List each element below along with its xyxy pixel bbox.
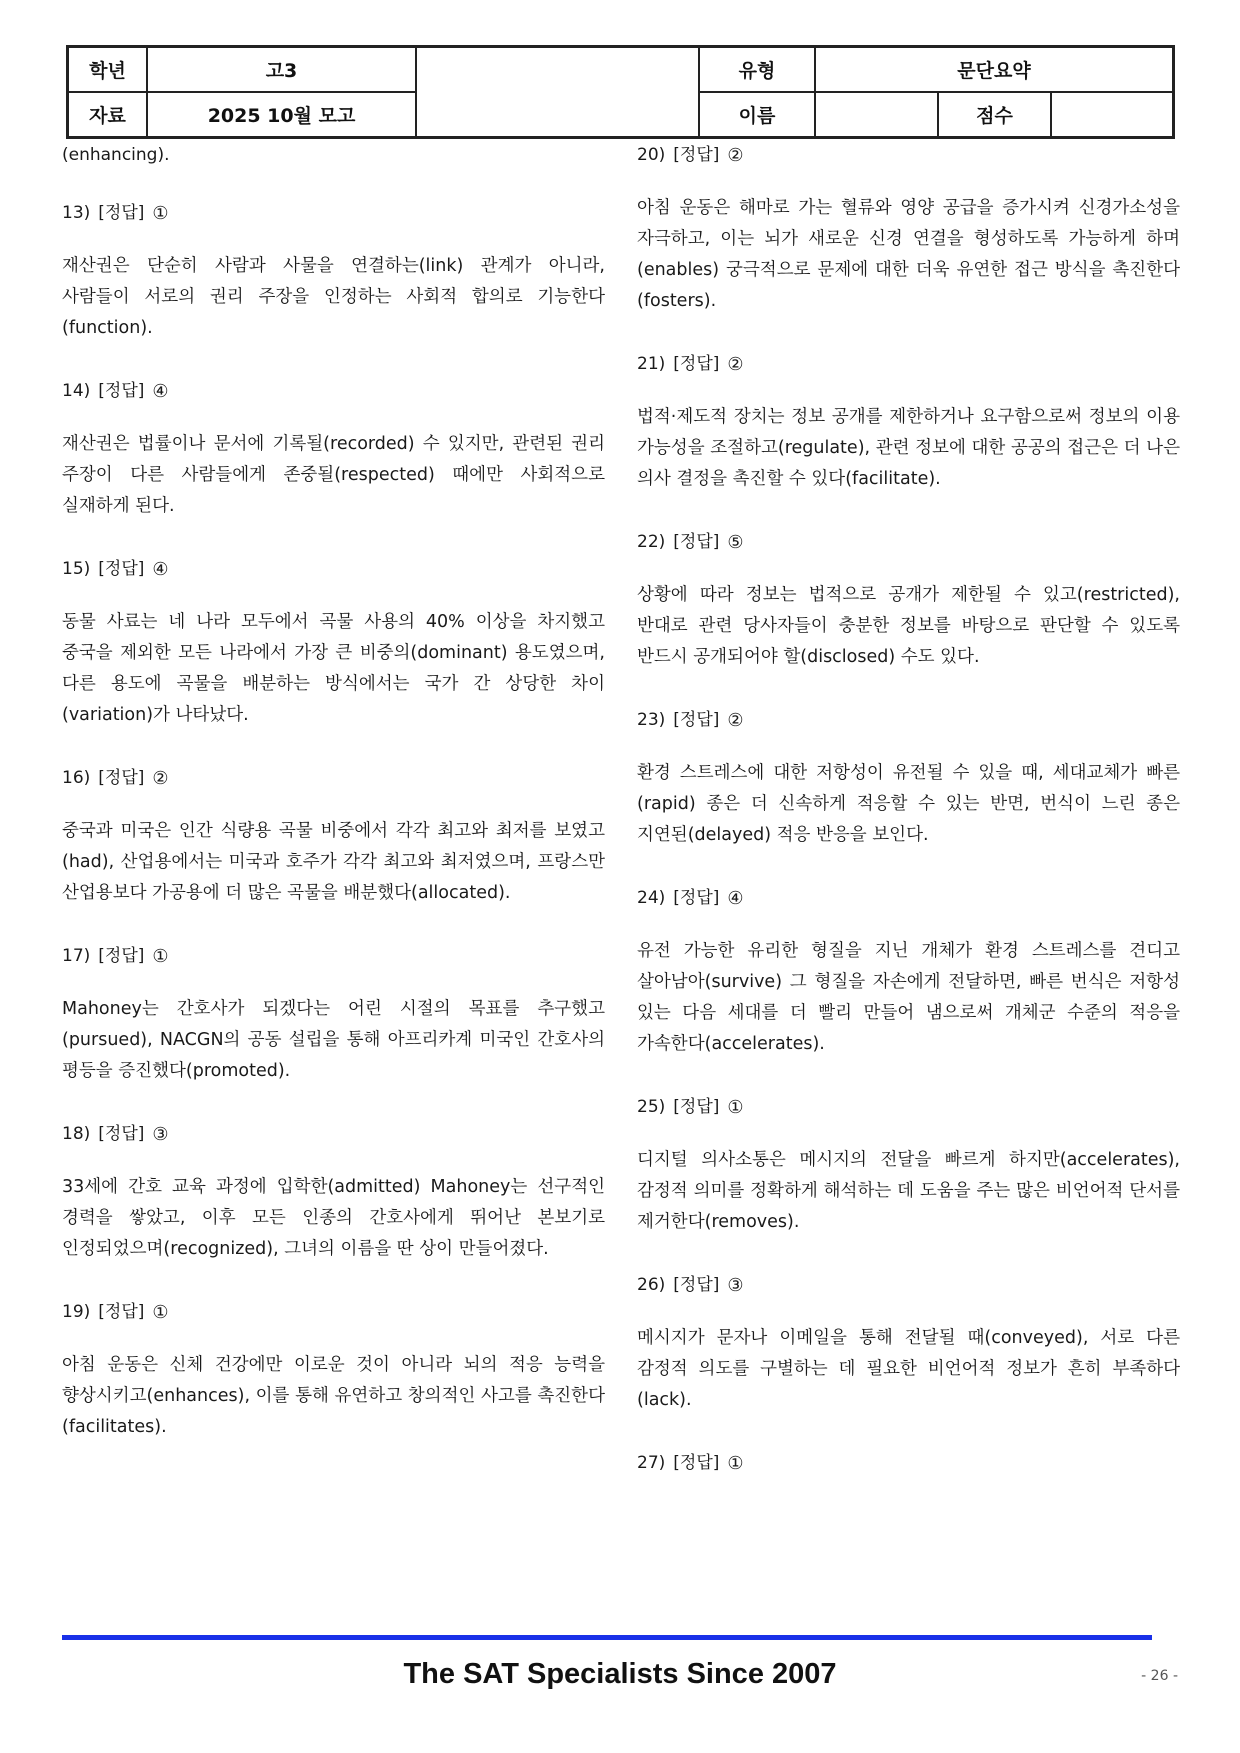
answer-symbol: ③ <box>152 1124 169 1145</box>
answer-label: [정답] <box>673 710 720 730</box>
question-item <box>637 1092 1180 1238</box>
question-header <box>637 140 1180 171</box>
type-label: 유형 <box>699 47 815 92</box>
answer-summary: 아침 운동은 신체 건강에만 이로운 것이 아니라 뇌의 적응 능력을 향상시키고(enhances), 이를 통해 유연하고 창의적인 사고를 촉진한다(facilitates). <box>62 1355 605 1437</box>
question-header <box>62 763 605 794</box>
answer-summary: 재산권은 단순히 사람과 사물을 연결하는(link) 관계가 아니라, 사람들이 서로의 권리 주장을 인정하는 사회적 합의로 기능한다(function). <box>62 256 605 338</box>
question-list <box>637 140 1180 1479</box>
footer-brand: The SAT Specialists Since 2007 <box>403 1658 837 1690</box>
answer-symbol: ② <box>727 710 744 731</box>
question-number: 25) <box>637 1097 666 1117</box>
question-number: 22) <box>637 532 666 552</box>
answer-label: [정답] <box>673 888 720 908</box>
question-item <box>637 1270 1180 1416</box>
right-column <box>637 140 1180 1501</box>
question-header <box>637 1092 1180 1123</box>
question-item <box>62 941 605 1087</box>
grade-label: 학년 <box>68 47 147 92</box>
blank-cell <box>416 47 699 137</box>
answer-symbol: ② <box>727 145 744 166</box>
answer-symbol: ③ <box>727 1275 744 1296</box>
question-header <box>637 705 1180 736</box>
question-header <box>62 1297 605 1328</box>
answer-label: [정답] <box>673 532 720 552</box>
score-value[interactable] <box>1051 92 1173 137</box>
question-item <box>62 198 605 344</box>
name-value[interactable] <box>815 92 938 137</box>
question-number: 23) <box>637 710 666 730</box>
question-header <box>637 883 1180 914</box>
answer-summary: 재산권은 법률이나 문서에 기록될(recorded) 수 있지만, 관련된 권리 주장이 다른 사람들에게 존중될(respected) 때에만 사회적으로 실재하게 된다. <box>62 434 605 516</box>
source-value: 2025 10월 모고 <box>147 92 416 137</box>
question-number: 19) <box>62 1302 91 1322</box>
question-number: 26) <box>637 1275 666 1295</box>
question-item <box>62 376 605 522</box>
question-item <box>637 349 1180 495</box>
answer-symbol: ① <box>727 1097 744 1118</box>
question-header <box>62 941 605 972</box>
question-header <box>62 376 605 407</box>
answer-label: [정답] <box>98 1302 145 1322</box>
answer-symbol: ② <box>152 768 169 789</box>
question-number: 20) <box>637 145 666 165</box>
question-list <box>62 198 605 1443</box>
question-header <box>62 198 605 229</box>
question-item <box>637 140 1180 317</box>
answer-symbol: ④ <box>152 381 169 402</box>
question-item <box>637 527 1180 673</box>
question-item <box>62 554 605 731</box>
answer-summary: 법적·제도적 장치는 정보 공개를 제한하거나 요구함으로써 정보의 이용 가능성을 조절하고(regulate), 관련 정보에 대한 공공의 접근은 더 나은 의사 결정을 촉진할 수 있다(facilitate). <box>637 407 1180 489</box>
answer-label: [정답] <box>673 1275 720 1295</box>
answer-summary: 중국과 미국은 인간 식량용 곡물 비중에서 각각 최고와 최저를 보였고(had), 산업용에서는 미국과 호주가 각각 최고와 최저였으며, 프랑스만 산업용보다 가공용에 더 많은 곡물을 배분했다(allocated). <box>62 821 605 903</box>
answer-symbol: ④ <box>152 559 169 580</box>
answer-symbol: ② <box>727 354 744 375</box>
answer-summary: 아침 운동은 해마로 가는 혈류와 영양 공급을 증가시켜 신경가소성을 자극하고, 이는 뇌가 새로운 신경 연결을 형성하도록 가능하게 하며(enables) 궁극적으로 문제에 대한 더욱 유연한 접근 방식을 촉진한다(fosters). <box>637 198 1180 311</box>
answer-symbol: ① <box>727 1453 744 1474</box>
question-item <box>637 883 1180 1060</box>
question-item <box>62 1119 605 1265</box>
grade-value: 고3 <box>147 47 416 92</box>
question-number: 15) <box>62 559 91 579</box>
question-header <box>637 527 1180 558</box>
answer-summary: Mahoney는 간호사가 되겠다는 어린 시절의 목표를 추구했고(pursued), NACGN의 공동 설립을 통해 아프리카계 미국인 간호사의 평등을 증진했다(promoted). <box>62 999 605 1081</box>
question-header <box>637 1448 1180 1479</box>
question-item <box>62 1297 605 1443</box>
type-value: 문단요약 <box>815 47 1173 92</box>
answer-summary: 메시지가 문자나 이메일을 통해 전달될 때(conveyed), 서로 다른 감정적 의도를 구별하는 데 필요한 비언어적 정보가 흔히 부족하다(lack). <box>637 1328 1180 1410</box>
answer-summary: 동물 사료는 네 나라 모두에서 곡물 사용의 40% 이상을 차지했고 중국을 제외한 모든 나라에서 가장 큰 비중의(dominant) 용도였으며, 다른 용도에 곡물을 배분하는 방식에서는 국가 간 상당한 차이(variation)가 나타났다. <box>62 612 605 725</box>
answer-label: [정답] <box>673 145 720 165</box>
source-label: 자료 <box>68 92 147 137</box>
question-header <box>62 554 605 585</box>
answer-label: [정답] <box>98 1124 145 1144</box>
question-number: 27) <box>637 1453 666 1473</box>
answer-symbol: ⑤ <box>727 532 744 553</box>
answer-label: [정답] <box>98 559 145 579</box>
question-number: 18) <box>62 1124 91 1144</box>
answer-symbol: ① <box>152 203 169 224</box>
question-item <box>637 1448 1180 1479</box>
answer-label: [정답] <box>673 1453 720 1473</box>
score-label: 점수 <box>938 92 1051 137</box>
answer-label: [정답] <box>98 946 145 966</box>
answer-label: [정답] <box>98 381 145 401</box>
answer-label: [정답] <box>673 1097 720 1117</box>
answer-symbol: ④ <box>727 888 744 909</box>
answer-summary: 유전 가능한 유리한 형질을 지닌 개체가 환경 스트레스를 견디고 살아남아(survive) 그 형질을 자손에게 전달하면, 빠른 번식은 저항성 있는 다음 세대를 더 빨리 만들어 냄으로써 개체군 수준의 적응을 가속한다(accelerates). <box>637 941 1180 1054</box>
question-number: 16) <box>62 768 91 788</box>
name-label: 이름 <box>699 92 815 137</box>
leading-fragment: (enhancing). <box>62 145 170 165</box>
answer-label: [정답] <box>98 768 145 788</box>
answer-summary: 상황에 따라 정보는 법적으로 공개가 제한될 수 있고(restricted), 반대로 관련 당사자들이 충분한 정보를 바탕으로 판단할 수 있도록 반드시 공개되어야 할(disclosed) 수도 있다. <box>637 585 1180 667</box>
header-table <box>66 45 1175 139</box>
question-number: 13) <box>62 203 91 223</box>
answer-symbol: ① <box>152 946 169 967</box>
question-header <box>637 1270 1180 1301</box>
footer-rule <box>62 1635 1152 1640</box>
question-item <box>62 763 605 909</box>
question-number: 17) <box>62 946 91 966</box>
page-number: - 26 - <box>1141 1668 1178 1684</box>
answer-summary: 환경 스트레스에 대한 저항성이 유전될 수 있을 때, 세대교체가 빠른(rapid) 종은 더 신속하게 적응할 수 있는 반면, 번식이 느린 종은 지연된(delayed) 적응 반응을 보인다. <box>637 763 1180 845</box>
question-item <box>637 705 1180 851</box>
question-number: 14) <box>62 381 91 401</box>
question-header <box>637 349 1180 380</box>
question-number: 24) <box>637 888 666 908</box>
answer-label: [정답] <box>98 203 145 223</box>
question-header <box>62 1119 605 1150</box>
answer-summary: 33세에 간호 교육 과정에 입학한(admitted) Mahoney는 선구적인 경력을 쌓았고, 이후 모든 인종의 간호사에게 뛰어난 본보기로 인정되었으며(recognized), 그녀의 이름을 딴 상이 만들어졌다. <box>62 1177 605 1259</box>
answer-label: [정답] <box>673 354 720 374</box>
question-number: 21) <box>637 354 666 374</box>
answer-symbol: ① <box>152 1302 169 1323</box>
left-column <box>62 140 605 1475</box>
answer-summary: 디지털 의사소통은 메시지의 전달을 빠르게 하지만(accelerates), 감정적 의미를 정확하게 해석하는 데 도움을 주는 많은 비언어적 단서를 제거한다(removes). <box>637 1150 1180 1232</box>
